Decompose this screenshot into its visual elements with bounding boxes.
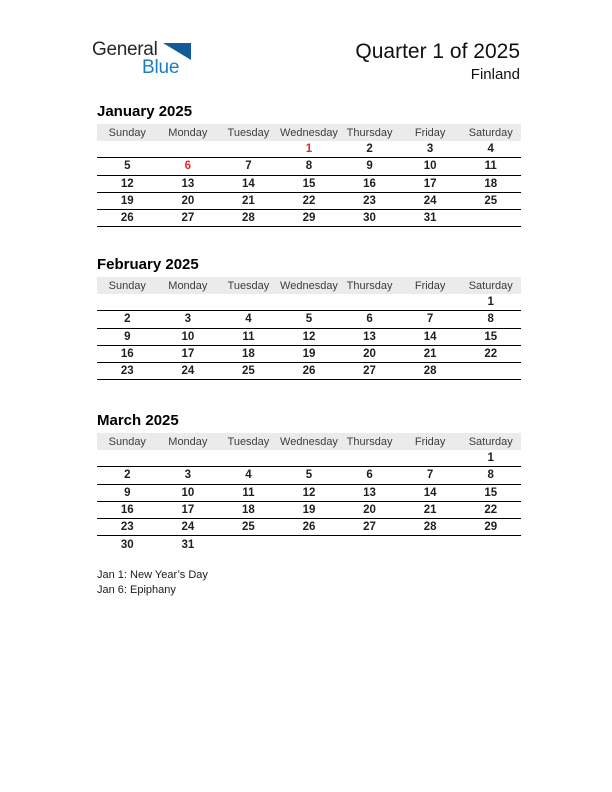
- day-cell: 23: [120, 365, 134, 378]
- weekday-header: Sunday: [108, 435, 146, 448]
- day-cell: 9: [124, 330, 131, 343]
- holiday-footnotes: [97, 568, 208, 598]
- holiday-day-cell: 6: [184, 160, 192, 173]
- general-blue-logo: [92, 40, 202, 84]
- day-cell: 22: [484, 348, 498, 361]
- day-cell: 21: [242, 195, 255, 208]
- day-cell: 19: [120, 195, 134, 208]
- week-row: [97, 450, 521, 467]
- day-cell: 18: [242, 348, 255, 361]
- weekday-header-row: [97, 277, 521, 294]
- day-cell: 27: [363, 521, 376, 534]
- day-cell: 27: [363, 365, 376, 378]
- weekday-header: Sunday: [108, 279, 146, 292]
- weekday-header: Saturday: [468, 126, 513, 139]
- day-cell: 21: [423, 348, 437, 361]
- day-cell: 19: [302, 504, 316, 517]
- day-cell: 16: [120, 504, 134, 517]
- day-cell: 1: [487, 296, 494, 309]
- holiday-footnote: Jan 6: Epiphany: [97, 584, 176, 596]
- day-cell: 13: [363, 330, 376, 343]
- day-cell: 30: [363, 212, 376, 225]
- weekday-header: Monday: [168, 279, 208, 292]
- day-cell: 26: [302, 365, 316, 378]
- weekday-header: Friday: [414, 279, 446, 292]
- day-cell: 4: [245, 469, 252, 482]
- week-row: [97, 158, 521, 175]
- month-title: February 2025: [97, 256, 199, 273]
- holiday-footnote: Jan 1: New Year’s Day: [97, 569, 208, 581]
- day-cell: 16: [363, 177, 376, 190]
- day-cell: 15: [484, 486, 498, 499]
- weekday-header: Saturday: [468, 279, 513, 292]
- day-cell: 28: [242, 212, 255, 225]
- day-cell: 9: [366, 160, 373, 173]
- day-cell: 24: [423, 195, 437, 208]
- weekday-header: Tuesday: [227, 279, 270, 292]
- day-cell: 6: [366, 313, 373, 326]
- month-title: January 2025: [97, 103, 193, 120]
- weekday-header: Thursday: [346, 279, 393, 292]
- day-cell: 18: [242, 504, 255, 517]
- day-cell: 6: [366, 469, 373, 482]
- day-cell: 7: [426, 313, 434, 326]
- day-cell: 20: [363, 504, 376, 517]
- day-cell: 13: [181, 177, 195, 190]
- week-row: [97, 519, 521, 536]
- day-cell: 28: [423, 365, 437, 378]
- day-cell: 14: [423, 486, 437, 499]
- weekday-header: Thursday: [346, 126, 393, 139]
- day-cell: 31: [423, 212, 437, 225]
- week-row: [97, 210, 521, 227]
- day-cell: 4: [487, 143, 494, 156]
- day-cell: 19: [302, 348, 316, 361]
- weekday-header: Wednesday: [280, 435, 338, 448]
- weekday-header: Wednesday: [280, 279, 338, 292]
- day-cell: 20: [181, 195, 195, 208]
- day-cell: 31: [181, 539, 195, 552]
- day-cell: 29: [484, 521, 498, 534]
- week-row: [97, 485, 521, 502]
- month-march-2025: [97, 412, 521, 554]
- day-cell: 24: [181, 365, 195, 378]
- day-cell: 13: [363, 486, 376, 499]
- day-cell: 2: [124, 469, 131, 482]
- day-cell: 25: [484, 195, 498, 208]
- week-row: [97, 467, 521, 484]
- day-cell: 7: [426, 469, 434, 482]
- weekday-header: Tuesday: [227, 435, 270, 448]
- week-row: [97, 193, 521, 210]
- day-cell: 26: [120, 212, 134, 225]
- week-row: [97, 502, 521, 519]
- page-title: Quarter 1 of 2025: [355, 40, 520, 63]
- day-cell: 2: [124, 313, 131, 326]
- weekday-header: Tuesday: [227, 126, 270, 139]
- month-title: March 2025: [97, 412, 179, 429]
- day-cell: 24: [181, 521, 195, 534]
- day-cell: 22: [484, 504, 498, 517]
- logo-text-general: General: [92, 39, 158, 60]
- day-cell: 20: [363, 348, 376, 361]
- day-cell: 14: [242, 177, 255, 190]
- day-cell: 10: [181, 330, 195, 343]
- week-row: [97, 329, 521, 346]
- week-row: [97, 294, 521, 311]
- day-cell: 12: [302, 330, 316, 343]
- week-row: [97, 311, 521, 328]
- weekday-header: Saturday: [468, 435, 513, 448]
- week-row: [97, 346, 521, 363]
- day-cell: 17: [423, 177, 437, 190]
- weekday-header-row: [97, 124, 521, 141]
- day-cell: 1: [487, 452, 494, 465]
- day-cell: 15: [484, 330, 498, 343]
- day-cell: 4: [245, 313, 252, 326]
- day-cell: 28: [423, 521, 437, 534]
- weekday-header: Monday: [168, 126, 208, 139]
- holiday-day-cell: 1: [305, 143, 313, 156]
- day-cell: 8: [305, 160, 313, 173]
- weekday-header: Sunday: [108, 126, 146, 139]
- day-cell: 22: [302, 195, 316, 208]
- week-row: [97, 536, 521, 553]
- day-cell: 12: [302, 486, 316, 499]
- day-cell: 23: [120, 521, 134, 534]
- day-cell: 15: [302, 177, 316, 190]
- day-cell: 21: [423, 504, 437, 517]
- day-cell: 25: [242, 521, 255, 534]
- week-row: [97, 176, 521, 193]
- day-cell: 29: [302, 212, 316, 225]
- day-cell: 10: [181, 486, 195, 499]
- weekday-header: Wednesday: [280, 126, 338, 139]
- day-cell: 11: [484, 160, 497, 173]
- day-cell: 16: [120, 348, 134, 361]
- weekday-header: Friday: [414, 126, 446, 139]
- day-cell: 3: [184, 313, 192, 326]
- day-cell: 2: [366, 143, 373, 156]
- week-row: [97, 363, 521, 380]
- day-cell: 27: [181, 212, 195, 225]
- weekday-header: Friday: [414, 435, 446, 448]
- day-cell: 14: [423, 330, 437, 343]
- day-cell: 7: [245, 160, 252, 173]
- day-cell: 8: [487, 469, 494, 482]
- day-cell: 17: [181, 504, 195, 517]
- day-cell: 5: [124, 160, 131, 173]
- day-cell: 18: [484, 177, 498, 190]
- day-cell: 11: [242, 330, 255, 343]
- logo-text-blue: Blue: [142, 57, 180, 78]
- week-row: [97, 141, 521, 158]
- day-cell: 17: [181, 348, 195, 361]
- day-cell: 12: [120, 177, 134, 190]
- day-cell: 11: [242, 486, 255, 499]
- day-cell: 10: [423, 160, 437, 173]
- weekday-header: Thursday: [346, 435, 393, 448]
- header-titles: [355, 40, 520, 84]
- day-cell: 5: [305, 313, 313, 326]
- country-subtitle: Finland: [470, 66, 520, 83]
- month-january-2025: [97, 103, 521, 227]
- day-cell: 9: [124, 486, 131, 499]
- day-cell: 26: [302, 521, 316, 534]
- day-cell: 25: [242, 365, 255, 378]
- day-cell: 23: [363, 195, 376, 208]
- day-cell: 3: [184, 469, 192, 482]
- day-cell: 30: [120, 539, 134, 552]
- weekday-header-row: [97, 433, 521, 450]
- day-cell: 5: [305, 469, 313, 482]
- weekday-header: Monday: [168, 435, 208, 448]
- month-february-2025: [97, 256, 521, 380]
- day-cell: 3: [426, 143, 434, 156]
- day-cell: 8: [487, 313, 494, 326]
